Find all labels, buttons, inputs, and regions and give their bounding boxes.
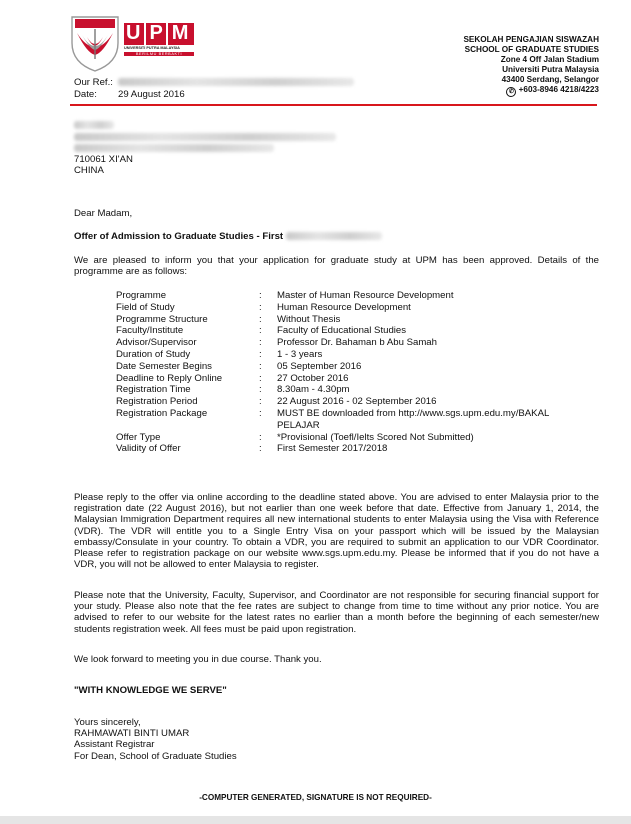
detail-row	[116, 290, 602, 302]
detail-value: Master of Human Resource Development	[277, 290, 454, 301]
phone-line	[463, 85, 599, 97]
detail-value: Human Resource Development	[277, 301, 411, 313]
logo-motto: BERILMU BERBAKTI	[124, 52, 194, 56]
detail-row	[116, 373, 602, 385]
signatory-title: Assistant Registrar	[74, 739, 155, 751]
motto: "WITH KNOWLEDGE WE SERVE"	[74, 685, 227, 696]
detail-colon: :	[259, 396, 262, 408]
school-line: SCHOOL OF GRADUATE STUDIES	[464, 45, 599, 54]
reference-block	[74, 77, 354, 101]
ref-label: Our Ref.:	[74, 77, 113, 88]
detail-row	[116, 302, 602, 314]
detail-key: Registration Package	[116, 407, 208, 419]
phone-number: +603-8946 4218/4223	[518, 85, 599, 94]
detail-key: Faculty/Institute	[116, 325, 184, 337]
detail-colon: :	[259, 360, 262, 372]
date-label: Date:	[74, 89, 97, 100]
redacted-address-2	[74, 144, 274, 152]
detail-key: Date Semester Begins	[116, 360, 212, 372]
detail-value: Professor Dr. Bahaman b Abu Samah	[277, 337, 437, 349]
detail-colon: :	[259, 348, 262, 360]
salutation: Dear Madam,	[74, 208, 133, 219]
detail-value: Faculty of Educational Studies	[277, 325, 407, 337]
school-line: Universiti Putra Malaysia	[502, 65, 599, 74]
detail-key: Registration Time	[116, 384, 191, 396]
address-city: 710061 XI'AN	[74, 153, 133, 165]
detail-key: Advisor/Supervisor	[116, 337, 197, 349]
intro-paragraph: We are pleased to inform you that your application for graduate study at UPM has been approved. Details of the programme are as follows:	[74, 255, 599, 278]
detail-colon: :	[259, 301, 262, 313]
detail-key: Field of Study	[116, 301, 175, 313]
signature-block	[74, 717, 599, 762]
recipient-address	[74, 120, 599, 176]
detail-colon: :	[259, 372, 262, 384]
detail-value: 1 - 3 years	[277, 348, 323, 360]
detail-value: 22 August 2016 - 02 September 2016	[277, 396, 437, 408]
subject-text: Offer of Admission to Graduate Studies - First	[74, 231, 284, 242]
footer-note: -COMPUTER GENERATED, SIGNATURE IS NOT REQUIRED-	[199, 793, 432, 802]
signatory-name: RAHMAWATI BINTI UMAR	[74, 728, 190, 740]
detail-colon: :	[259, 384, 262, 396]
programme-details	[116, 290, 602, 455]
financial-paragraph: Please note that the University, Faculty, Supervisor, and Coordinator are not responsible for securing financial support for your study. Please also note that the fee rates are subject to change from time to time without any prior notice. You are advised to refer to our website for the latest rates no earlier than a month before the beginning of each semester/new students registration week. All fees must be paid upon registration.	[74, 590, 599, 635]
detail-row	[116, 443, 602, 455]
detail-colon: :	[259, 290, 262, 301]
school-line: Zone 4 Off Jalan Stadium	[500, 55, 599, 64]
detail-key: Duration of Study	[116, 348, 191, 360]
detail-key: Registration Period	[116, 396, 198, 408]
detail-row	[116, 384, 602, 396]
detail-colon: :	[259, 443, 262, 455]
header-divider	[70, 104, 597, 106]
detail-colon: :	[259, 431, 262, 443]
subject-line	[74, 231, 599, 242]
detail-value: 8.30am - 4.30pm	[277, 384, 350, 396]
detail-row	[116, 361, 602, 373]
detail-value: 27 October 2016	[277, 372, 349, 384]
detail-key: Offer Type	[116, 431, 161, 443]
detail-row	[116, 432, 602, 444]
date-value: 29 August 2016	[118, 89, 185, 100]
detail-row	[116, 408, 602, 432]
phone-icon: ✆	[506, 87, 516, 97]
closing: Yours sincerely,	[74, 717, 141, 728]
school-line: SEKOLAH PENGAJIAN SISWAZAH	[463, 35, 599, 44]
detail-key: Programme	[116, 290, 167, 301]
detail-colon: :	[259, 313, 262, 325]
logo-subtitle: UNIVERSITI PUTRA MALAYSIA	[124, 46, 180, 50]
school-address	[463, 35, 599, 97]
signatory-dept: For Dean, School of Graduate Studies	[74, 750, 237, 762]
detail-row	[116, 349, 602, 361]
detail-colon: :	[259, 337, 262, 349]
redacted-address-1	[74, 133, 336, 141]
upm-logo	[70, 13, 200, 73]
detail-row	[116, 337, 602, 349]
detail-row	[116, 325, 602, 337]
page-bottom-edge	[0, 816, 631, 824]
detail-colon: :	[259, 325, 262, 337]
detail-row	[116, 396, 602, 408]
address-country: CHINA	[74, 164, 104, 176]
redacted-name	[74, 121, 114, 129]
detail-key: Programme Structure	[116, 313, 208, 325]
redacted-subject	[286, 232, 382, 240]
detail-value: *Provisional (Toefl/Ielts Scored Not Submitted)	[277, 431, 474, 443]
detail-value: 05 September 2016	[277, 360, 362, 372]
closing-paragraph: We look forward to meeting you in due course. Thank you.	[74, 654, 322, 665]
detail-colon: :	[259, 407, 262, 419]
detail-value: MUST BE downloaded from http://www.sgs.upm.edu.my/BAKAL PELAJAR	[277, 407, 549, 431]
redacted-ref	[118, 78, 354, 86]
visa-paragraph: Please reply to the offer via online according to the deadline stated above. You are advised to enter Malaysia prior to the registration date (22 August 2016), but not earlier than one week before that date. Effective from January 1, 2014, the Malaysian Immigration Department requires all new international students to enter Malaysia using the Visa with Reference (VDR). The VDR will entitle you to a Single Entry Visa on your passport which will be issued by the Malaysian embassy/Consulate in your country. To obtain a VDR, you are required to submit an application to our VDR Coordinator. Please refer to registration package on our website www.sgs.upm.edu.my. Please be informed that if you do not have a VDR, you will not be allowed to enter Malaysia to register.	[74, 492, 599, 571]
detail-key: Deadline to Reply Online	[116, 372, 223, 384]
school-line: 43400 Serdang, Selangor	[501, 75, 599, 84]
detail-value: First Semester 2017/2018	[277, 443, 388, 455]
detail-key: Validity of Offer	[116, 443, 181, 455]
detail-value: Without Thesis	[277, 313, 341, 325]
logo-letters: UPM	[126, 22, 198, 44]
detail-row	[116, 314, 602, 326]
